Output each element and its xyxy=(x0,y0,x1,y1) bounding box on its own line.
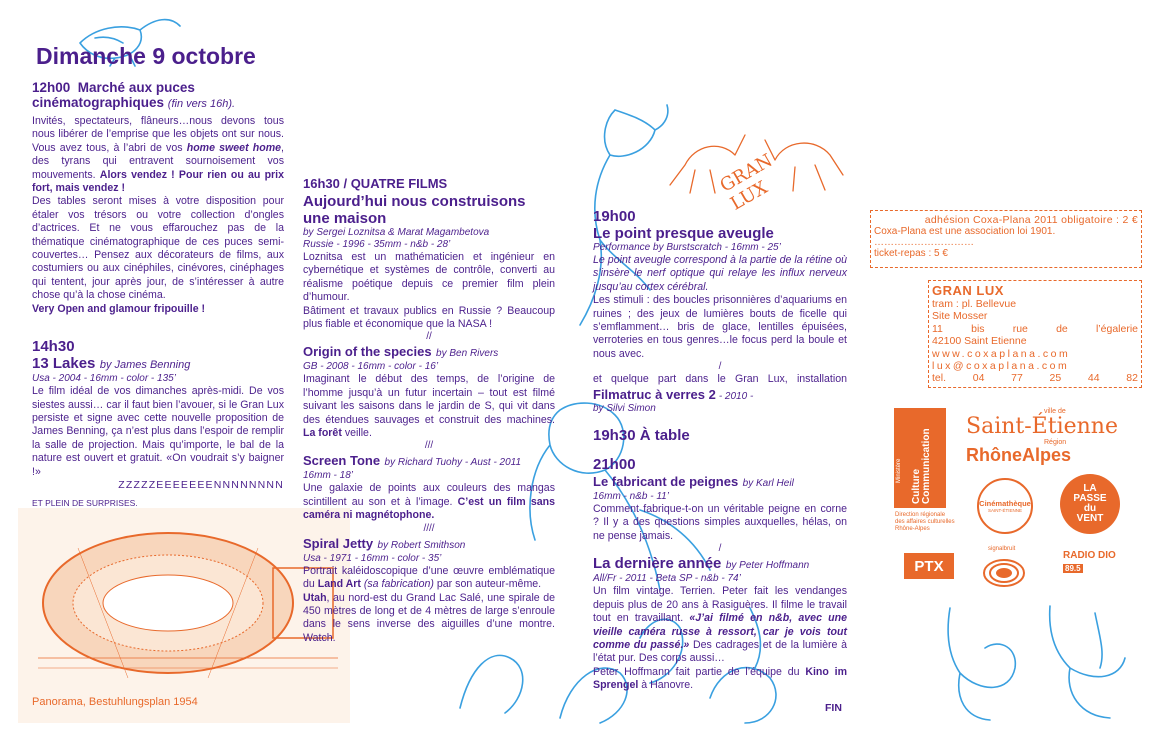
event-time: 14h30 xyxy=(32,338,75,356)
logo-drac-text: Direction régionale des affaires culturelles Rhône-Alpes xyxy=(895,512,955,532)
signal-waves-icon xyxy=(982,556,1026,590)
film-description: Imaginant le début des temps, de l’origine de l’homme jusqu’à un futur incertain – tout est filmé suivant les saisons dans le jardin de S, qui vit dans des étendues sauvages et construit des machines. La forêt veille. xyxy=(303,373,555,440)
logo-ptx: PTX xyxy=(904,553,954,579)
film-title: Origin of the species xyxy=(303,344,432,360)
column-3 xyxy=(593,208,847,693)
logo-radio-dio: RADIO DIO 89.5 xyxy=(1063,550,1116,573)
logo-rhone-alpes: Région RhôneAlpes xyxy=(966,439,1072,465)
column-1 xyxy=(32,42,284,491)
film-title: Aujourd’hui nous construisons une maison xyxy=(303,193,526,227)
surprises-label: ET PLEIN DE SURPRISES. xyxy=(32,498,138,508)
separator: /// xyxy=(424,440,434,452)
film-description: Portrait kaléidoscopique d’une œuvre emblématique du Land Art (sa fabrication) par son auteur-même. xyxy=(303,564,555,591)
separator: / xyxy=(718,543,722,555)
film-director: by Sergei Loznitsa & Marat Magambetova xyxy=(303,227,490,238)
venue-name: GRAN LUX xyxy=(932,283,1004,298)
event-time: 19h00 xyxy=(593,208,636,225)
event-time: 21h00 xyxy=(593,456,636,474)
venue-city: 42100 Saint Etienne xyxy=(932,335,1027,348)
film-meta: Usa - 1971 - 16mm - color - 35’ xyxy=(303,552,442,564)
meal-ticket: ticket-repas : 5 € xyxy=(874,248,948,259)
film-director: by Ben Rivers xyxy=(436,348,499,360)
film-spiral-jetty xyxy=(303,535,555,553)
event-title: 13 Lakes xyxy=(32,355,96,373)
film-director: by Richard Tuohy - Aust - 2011 xyxy=(384,457,522,469)
phone-number: tel. 04 77 25 44 82 xyxy=(932,372,1138,385)
logo-culture: Ministère Culture Communication xyxy=(894,408,946,508)
film-derniere-annee xyxy=(593,555,847,573)
film-meta: Russie - 1996 - 35mm - n&b - 28’ xyxy=(303,239,451,250)
gran-lux-stamp: GRAN LUX xyxy=(716,150,777,215)
website-link[interactable]: www.coxaplana.com xyxy=(932,347,1071,360)
film-title: Screen Tone xyxy=(303,453,381,469)
logo-la-passe-du-vent: LA PASSE du VENT xyxy=(1060,474,1120,534)
film-meta: 16mm - 18’ xyxy=(303,470,354,482)
installation-artist: by Silvi Simon xyxy=(593,403,656,415)
film-description: Un film vintage. Terrien. Peter fait les vendanges depuis plus de 20 ans à Rasiguères. Il filme le travail tout en travaillant. «J’ai filmé en n&b, avec une vieille caméra russe à ressort, car je vois tout comme du passé.» Des cadrages et de la lumière à l’état pur. Des corps aussi… xyxy=(593,585,847,665)
logo-saint-etienne: ville de Saint-Étienne xyxy=(966,408,1118,439)
logo-signalbruit: signalbruit xyxy=(982,546,1026,590)
event-marche xyxy=(32,80,284,316)
seating-plan-icon xyxy=(18,508,350,723)
film-description-2: Utah, au nord-est du Grand Lac Salé, une spirale de 450 mètres de long et de 4 mètres de large s’enroule dans le sens inverse des aiguilles d’une montre. Watch. xyxy=(303,591,555,644)
event-meta: Performance by Burstscratch - 16mm - 25’ xyxy=(593,242,781,253)
panorama-plan xyxy=(18,508,350,723)
film-description-2: Bâtiment et travaux publics en Russie ? Beaucoup plus fiable et économique que la NASA ! xyxy=(303,304,555,331)
rabbit-doodle-right xyxy=(930,598,1150,728)
event-description-2: Des tables seront mises à votre disposition pour étaler vos trésors ou votre collection d’ongles d’actrices. Et ne vous effarouchez pas de la thématique cinématographique de ces puces semi-couvertes… Pensez aux décorateurs de films, aux costumiers ou aux cinéphiles, cinévores, cinéphages qui tentent, jour après jour, de s’intéresser à autre chose qu’à la chose cinéma. xyxy=(32,195,284,302)
event-meta: Usa - 2004 - 16mm - color - 135’ xyxy=(32,373,176,385)
film-title: Le fabricant de peignes xyxy=(593,474,739,490)
event-description: Le point aveugle correspond à la partie de la rétine où s’insère le nerf optique qui relaye les influx nerveux jusqu’au cortex cérébral. xyxy=(593,254,847,293)
section-heading: 16h30 / QUATRE FILMS xyxy=(303,176,448,191)
column-2 xyxy=(303,176,555,645)
association-note: Coxa-Plana est une association loi 1901. xyxy=(874,226,1056,237)
event-description-2: Les stimuli : des boucles prisonnières d’aquariums en ruines ; des jeux de lumières bouts de ficelle qui s’emflamment… bris de glace, lentilles épuisées, verroteries en tous genres…le focus perd la boule et nous avec. xyxy=(593,294,847,360)
venue-site: Site Mosser xyxy=(932,310,988,323)
venue-box xyxy=(928,280,1142,388)
venue-street: 11 bis rue de l’égalerie xyxy=(932,322,1138,335)
email-link[interactable]: lux@coxaplana.com xyxy=(932,360,1070,373)
event-title: Le point presque aveugle xyxy=(593,225,774,242)
film-origin xyxy=(303,343,555,361)
logo-cinematheque: Cinémathèque SAINT-ÉTIENNE xyxy=(977,478,1033,534)
membership-fee: adhésion Coxa-Plana 2011 obligatoire : 2 € xyxy=(924,214,1138,226)
film-meta: All/Fr - 2011 - Beta SP - n&b - 74’ xyxy=(593,573,741,585)
film-title: Spiral Jetty xyxy=(303,535,374,551)
dinner-heading: 19h30 À table xyxy=(593,427,690,445)
film-title: La dernière année xyxy=(593,555,722,573)
page-title: Dimanche 9 octobre xyxy=(36,43,256,69)
event-description: Le film idéal de vos dimanches après-midi. De vos siestes aussi… car il faut bien l’avouer, si le Gran Lux persiste et signe avec cette nouvelle proposition de James Benning, ça n’est plus dans l’espoir de remplir la salle de projection. Mais qu’importe, le bal de la nature est ouvert et gratuit. «On voudrait s’y baigner !» xyxy=(32,385,284,478)
event-title: Marché aux puces cinématographiques xyxy=(32,80,195,110)
event-note: (fin vers 16h). xyxy=(167,98,236,110)
separator: / xyxy=(718,361,722,373)
installation-text: et quelque part dans le Gran Lux, installation Filmatruc à verres 2 - 2010 - xyxy=(593,373,847,402)
film-meta: GB - 2008 - 16mm - color - 16’ xyxy=(303,361,439,373)
film-director: by Karl Heil xyxy=(742,478,794,490)
separator: //// xyxy=(423,522,435,534)
panorama-caption: Panorama, Bestuhlungsplan 1954 xyxy=(32,696,198,708)
film-director: by Robert Smithson xyxy=(377,539,466,551)
film-screen-tone xyxy=(303,452,555,470)
zzz-text: ZZZZZEEEEEEENNNNNNNN xyxy=(118,478,284,491)
film-peignes xyxy=(593,473,847,491)
event-tagline: Very Open and glamour fripouille ! xyxy=(32,302,206,315)
membership-box xyxy=(870,210,1142,268)
film-description: Comment fabrique-t-on un véritable peigne en corne ? Il y a des questions simples auxquelles, hélas, on ne pense jamais. xyxy=(593,503,847,542)
film-meta: 16mm - n&b - 11’ xyxy=(593,491,669,503)
event-time: 12h00 xyxy=(32,80,71,95)
event-description: Invités, spectateurs, flâneurs…nous devons tous nous libérer de l’emprise que les objets ont sur nous. Vous avez tous, à l’abri de vos home sweet home, des tyrans qui entravent sournoisement vos mouvements. Alors vendez ! Pour rien ou au prix fort, mais vendez ! xyxy=(32,115,284,195)
film-description: Loznitsa est un mathématicien et ingénieur en cybernétique et systèmes de contrôle, converti au réalisme poétique depuis ce premier film plein d’humour. xyxy=(303,251,555,304)
fin-label: FIN xyxy=(825,702,842,714)
event-director: by James Benning xyxy=(99,359,191,372)
venue-tram: tram : pl. Bellevue xyxy=(932,298,1017,310)
film-director: by Peter Hoffmann xyxy=(725,560,810,572)
film-description: Une galaxie de points aux couleurs des mangas scintillent au son et à l’image. C’est un film sans caméra ni magnétophone. xyxy=(303,482,555,522)
event-13-lakes xyxy=(32,338,284,491)
separator: // xyxy=(426,331,432,343)
dotted-line: ………………………… xyxy=(874,237,974,248)
film-description-2: Peter Hoffmann fait partie de l’équipe du Kino im Sprengel à Hanovre. xyxy=(593,665,848,692)
